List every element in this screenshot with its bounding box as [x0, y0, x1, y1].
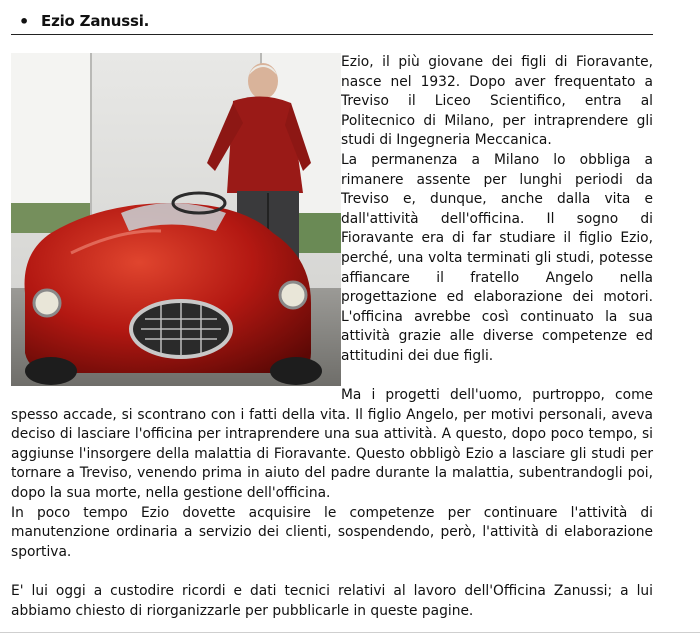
- paragraph-milano: La permanenza a Milano lo obbliga a rimanere assente per lunghi periodi da Treviso e, dunque, anche dalla vita e dall'attività dell'officina. Il sogno di Fioravante era di far studiare il figlio Ezio, perché, una volta terminati gli studi, potesse affiancare il fratello Angelo nella progettazione ed elaborazione dei motori. L'officina avrebbe così continuato la sua attività grazie alle diverse competenze ed attitudini dei due figli.: [341, 151, 653, 364]
- paragraph-intro: Ezio, il più giovane dei figli di Fioravante, nasce nel 1932. Dopo aver frequentato a Treviso il Liceo Scientifico, entra al Politecnico di Milano, per intraprendere gli studi di Ingegneria Meccanica.: [341, 54, 653, 149]
- article: [11, 8, 653, 621]
- heading-title: Ezio Zanussi.: [41, 12, 150, 30]
- paragraph-oggi: E' lui oggi a custodire ricordi e dati tecnici relativi al lavoro dell'Officina Zanussi; a lui abbiamo chiesto di riorganizzarle per pubblicarle in queste pagine.: [11, 583, 653, 619]
- photo-ezio-with-red-car: [11, 53, 341, 386]
- section-heading: [11, 8, 653, 35]
- bottom-divider: [0, 632, 700, 633]
- paragraph-progetti: Ma i progetti dell'uomo, purtroppo, come spesso accade, si scontrano con i fatti della vita. Il figlio Angelo, per motivi personali, aveva deciso di lasciare l'officina per intraprendere una sua attività. A questo, dopo poco tempo, si aggiunse l'insorgere della malattia di Fioravante. Questo obbligò Ezio a lasciare gli studi per tornare a Treviso, venendo prima in aiuto del padre durante la malattia, subentrandogli poi, dopo la sua morte, nella gestione dell'officina.: [11, 387, 653, 502]
- article-body: [11, 53, 653, 621]
- paragraph-competenze: In poco tempo Ezio dovette acquisire le competenze per continuare l'attività di manutenzione ordinaria a servizio dei clienti, sospendendo, però, l'attività di elaborazione sportiva.: [11, 504, 653, 560]
- car-photo-illustration: [11, 53, 341, 386]
- paragraph-gap: [11, 562, 653, 582]
- heading-bullet: •: [19, 11, 30, 31]
